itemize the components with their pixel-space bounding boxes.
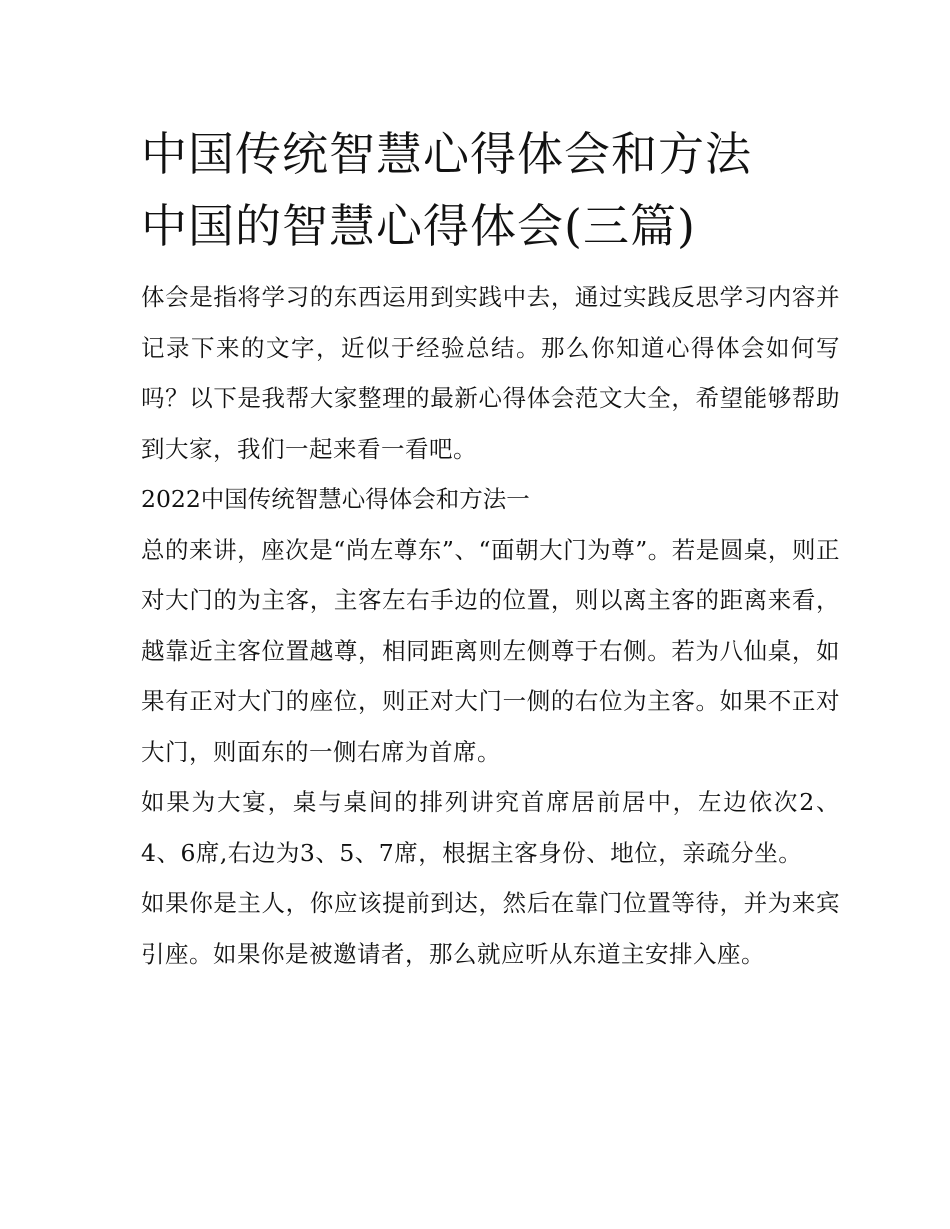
section-heading: 2022中国传统智慧心得体会和方法一 <box>141 485 530 513</box>
body-paragraph: 如果为大宴，桌与桌间的排列讲究首席居前居中，左边依次2、4、6席,右边为3、5、7席，根据主客身份、地位，亲疏分坐。 <box>141 788 840 867</box>
title-line-1: 中国传统智慧心得体会和方法 <box>141 127 752 181</box>
intro-paragraph: 体会是指将学习的东西运用到实践中去，通过实践反思学习内容并记录下来的文字，近似于经验总结。那么你知道心得体会如何写吗？以下是我帮大家整理的最新心得体会范文大全，希望能够帮助到大家，我们一起来看一看吧。 <box>141 283 840 463</box>
document-body <box>141 272 840 979</box>
title-line-2: 中国的智慧心得体会(三篇) <box>141 199 696 253</box>
document-title <box>141 118 840 262</box>
body-paragraph: 如果你是主人，你应该提前到达，然后在靠门位置等待，并为来宾引座。如果你是被邀请者，那么就应听从东道主安排入座。 <box>141 889 840 968</box>
body-paragraph: 总的来讲，座次是“尚左尊东”、“面朝大门为尊”。若是圆桌，则正对大门的为主客，主客左右手边的位置，则以离主客的距离来看，越靠近主客位置越尊，相同距离则左侧尊于右侧。若为八仙桌，如果有正对大门的座位，则正对大门一侧的右位为主客。如果不正对大门，则面东的一侧右席为首席。 <box>141 535 840 766</box>
